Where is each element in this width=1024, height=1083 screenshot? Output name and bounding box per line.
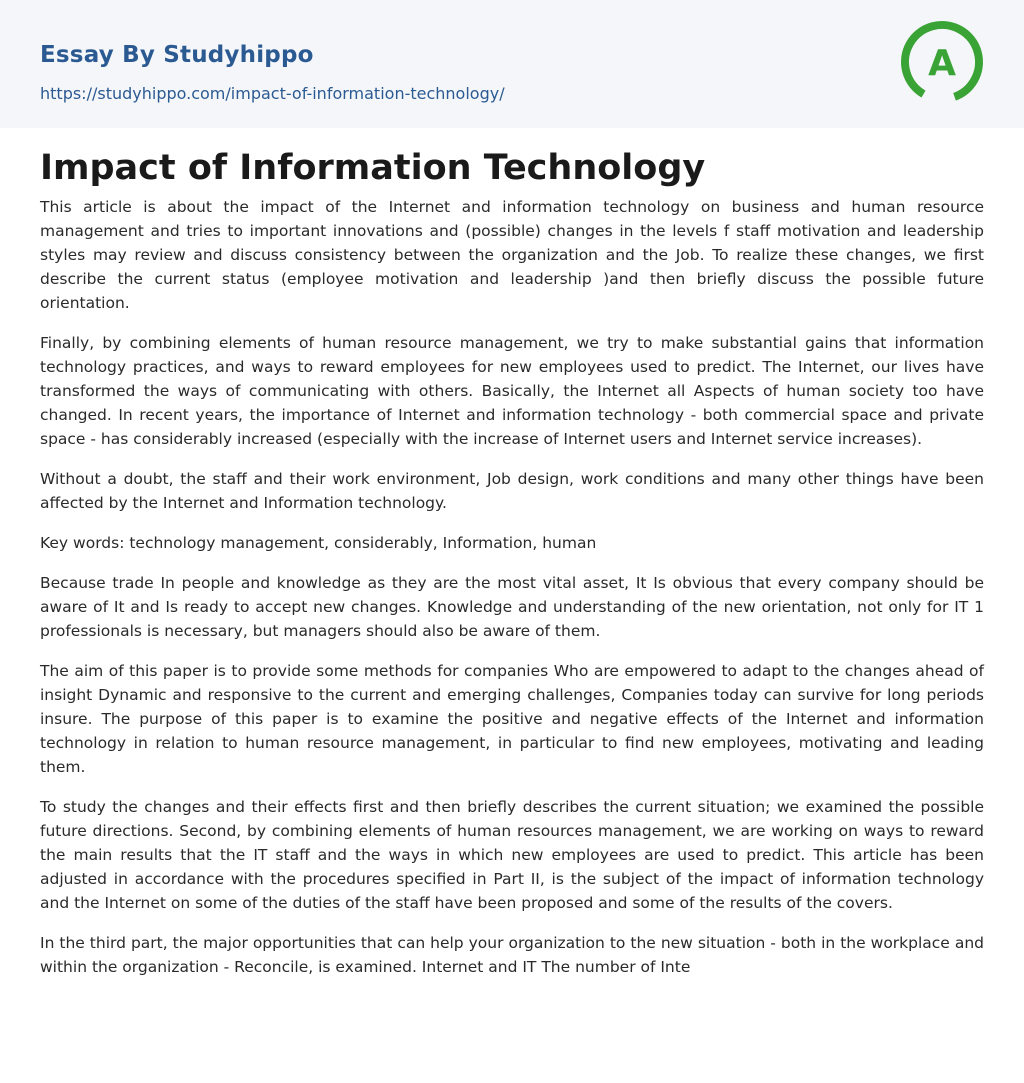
article-body (40, 195, 984, 979)
logo-icon[interactable] (900, 20, 984, 104)
article-main (0, 128, 1024, 979)
article-paragraph: Because trade In people and knowledge as they are the most vital asset, It Is obvious that every company should be aware of It and Is ready to accept new changes. Knowledge and understanding of the new orientation, not only for IT 1 professionals is necessary, but managers should also be aware of them. (40, 574, 984, 640)
logo-letter: A (928, 43, 956, 84)
article-title: Impact of Information Technology (40, 148, 706, 188)
keywords-paragraph: Key words: technology management, considerably, Information, human (40, 534, 597, 552)
article-paragraph: This article is about the impact of the Internet and information technology on business and human resource management and tries to important innovations and (possible) changes in the levels f staff motivation and leadership styles may review and discuss consistency between the organization and the Job. To realize these changes, we first describe the current status (employee motivation and leadership )and then briefly discuss the possible future orientation. (40, 198, 984, 312)
article-paragraph: To study the changes and their effects first and then briefly describes the current situation; we examined the possible future directions. Second, by combining elements of human resources management, we are working on ways to reward the main results that the IT staff and the ways in which new employees are used to predict. This article has been adjusted in accordance with the procedures specified in Part II, is the subject of the impact of information technology and the Internet on some of the duties of the staff have been proposed and some of the results of the covers. (40, 798, 984, 912)
article-paragraph: Finally, by combining elements of human resource management, we try to make substantial gains that information technology practices, and ways to reward employees for new employees used to predict. The Internet, our lives have transformed the ways of communicating with others. Basically, the Internet all Aspects of human society too have changed. In recent years, the importance of Internet and information technology - both commercial space and private space - has considerably increased (especially with the increase of Internet users and Internet service increases). (40, 334, 984, 448)
site-header (0, 0, 1024, 128)
article-paragraph: Without a doubt, the staff and their work environment, Job design, work conditions and many other things have been affected by the Internet and Information technology. (40, 470, 984, 512)
page-url-link[interactable]: https://studyhippo.com/impact-of-information-technology/ (40, 84, 505, 103)
article-paragraph: In the third part, the major opportunities that can help your organization to the new situation - both in the workplace and within the organization - Reconcile, is examined. Internet and IT The number of Inte (40, 934, 984, 976)
brand-title[interactable]: Essay By Studyhippo (40, 42, 314, 68)
article-paragraph: The aim of this paper is to provide some methods for companies Who are empowered to adapt to the changes ahead of insight Dynamic and responsive to the current and emerging challenges, Companies today can survive for long periods insure. The purpose of this paper is to examine the positive and negative effects of the Internet and information technology in relation to human resource management, in particular to find new employees, motivating and leading them. (40, 662, 984, 776)
